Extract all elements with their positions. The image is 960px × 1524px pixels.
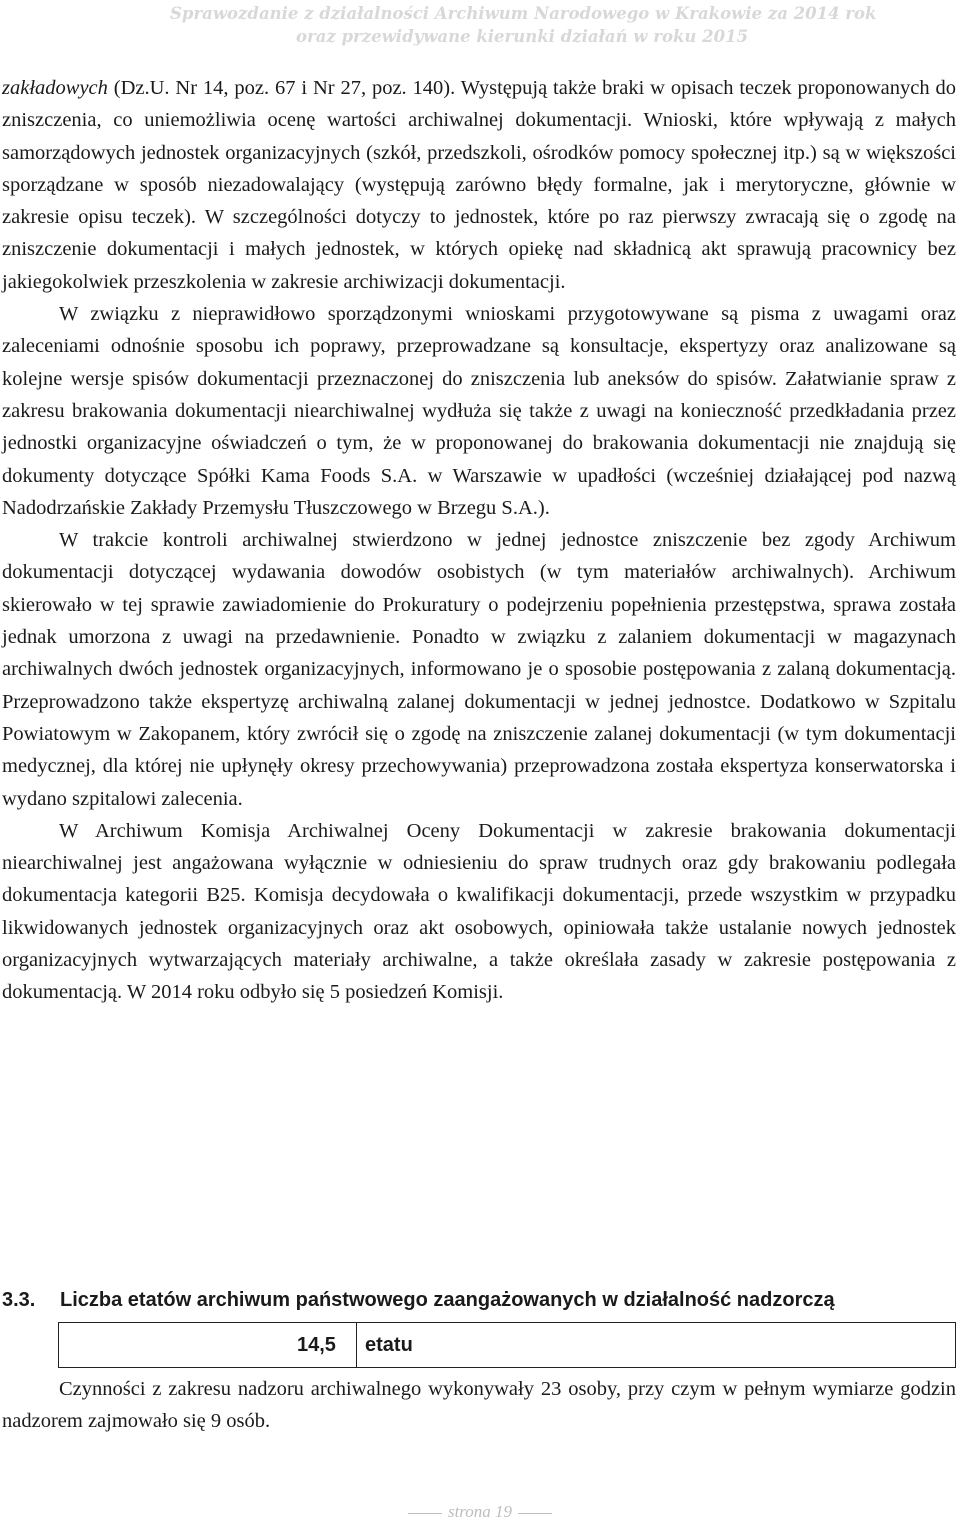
header-title-line-2: oraz przewidywane kierunki działań w roku 2015	[296, 27, 749, 46]
paragraph-2: W związku z nieprawidłowo sporządzonymi wnioskami przygotowywane są pisma z uwagami oraz zaleceniami odnośnie sposobu ich poprawy, przeprowadzane są konsultacje, ekspertyzy oraz analizowane są kolejne wersje spisów dokumentacji przeznaczonej do zniszczenia lub aneksów do spisów. Załatwianie spraw z zakresu brakowania dokumentacji niearchiwalnej wydłuża się także z uwagi na konieczność przedkładania przez jednostki organizacyjne oświadczeń o tym, że w proponowanej do brakowania dokumentacji nie znajdują się dokumenty dotyczące Spółki Kama Foods S.A. w Warszawie w upadłości (wcześniej działającej pod nazwą Nadodrzańskie Zakłady Przemysłu Tłuszczowego w Brzegu S.A.).	[2, 303, 956, 519]
page-header	[0, 2, 960, 50]
footer-dash-left	[408, 1513, 442, 1514]
staff-count-divider	[356, 1323, 357, 1367]
page-number: strona 19	[447, 1502, 513, 1521]
paragraph-4: W Archiwum Komisja Archiwalnej Oceny Dokumentacji w zakresie brakowania dokumentacji niearchiwalnej jest angażowana wyłącznie w odniesieniu do spraw trudnych oraz gdy brakowaniu podlegała dokumentacja kategorii B25. Komisja decydowała o kwalifikacji dokumentacji, przede wszystkim w przypadku likwidowanych jednostek organizacyjnych oraz akt osobowych, opiniowała także ustalanie nowych jednostek organizacyjnych wytwarzających materiały archiwalne, a także określała zasady w zakresie postępowania z dokumentacją. W 2014 roku odbyło się 5 posiedzeń Komisji.	[2, 819, 956, 1004]
section-title: Liczba etatów archiwum państwowego zaangażowanych w działalność nadzorczą	[60, 1289, 835, 1311]
section-number: 3.3.	[2, 1289, 36, 1311]
document-body	[2, 72, 956, 1009]
paragraph-3: W trakcie kontroli archiwalnej stwierdzono w jednej jednostce zniszczenie bez zgody Archiwum dokumentacji dotyczącej wydawania dowodów osobistych (w tym materiałów archiwalnych). Archiwum skierowało w tej sprawie zawiadomienie do Prokuratury o podejrzeniu popełnienia przestępstwa, sprawa została jednak umorzona z uwagi na przedawnienie. Ponadto w związku z zalaniem dokumentacji w magazynach archiwalnych dwóch jednostek organizacyjnych, informowano je o sposobie postępowania z zalaną dokumentacją. Przeprowadzono także ekspertyzę archiwalną zalanej dokumentacji w jednej jednostce. Dodatkowo w Szpitalu Powiatowym w Zakopanem, który zwrócił się o zgodę na zniszczenie zalanej dokumentacji (w tym dokumentacji medycznej, dla której nie upłynęły okresy przechowywania) przeprowadzona została ekspertyza konserwatorska i wydano szpitalowi zalecenia.	[2, 529, 956, 810]
staff-count-box	[58, 1322, 956, 1368]
header-title-line-1: Sprawozdanie z działalności Archiwum Narodowego w Krakowie za 2014 rok	[170, 4, 877, 23]
footer-dash-right	[518, 1513, 552, 1514]
paragraph-1-text: (Dz.U. Nr 14, poz. 67 i Nr 27, poz. 140). Występują także braki w opisach teczek proponowanych do zniszczenia, co uniemożliwia ocenę wartości archiwalnej dokumentacji. Wnioski, które wpływają z małych samorządowych jednostek organizacyjnych (szkół, przedszkoli, ośrodków pomocy społecznej itp.) są w większości sporządzane w sposób niezadowalający (występują zarówno błędy formalne, jak i merytoryczne, głównie w zakresie opisu teczek). W szczególności dotyczy to jednostek, które po raz pierwszy zwracają się o zgodę na zniszczenie dokumentacji i małych jednostek, w których opiekę nad składnicą akt sprawują pracownicy bez jakiegokolwiek przeszkolenia w zakresie archiwizacji dokumentacji.	[2, 77, 956, 293]
paragraph-1	[2, 72, 956, 298]
section-heading	[2, 1284, 956, 1316]
staff-count-value: 14,5	[297, 1334, 336, 1356]
paragraph-1-italic-term: zakładowych	[2, 77, 108, 99]
closing-paragraph: Czynności z zakresu nadzoru archiwalnego wykonywały 23 osoby, przy czym w pełnym wymiarze godzin nadzorem zajmowało się 9 osób.	[2, 1378, 956, 1433]
page-footer	[0, 1502, 960, 1522]
staff-count-unit: etatu	[365, 1334, 413, 1356]
closing-paragraph-wrap	[2, 1373, 956, 1438]
